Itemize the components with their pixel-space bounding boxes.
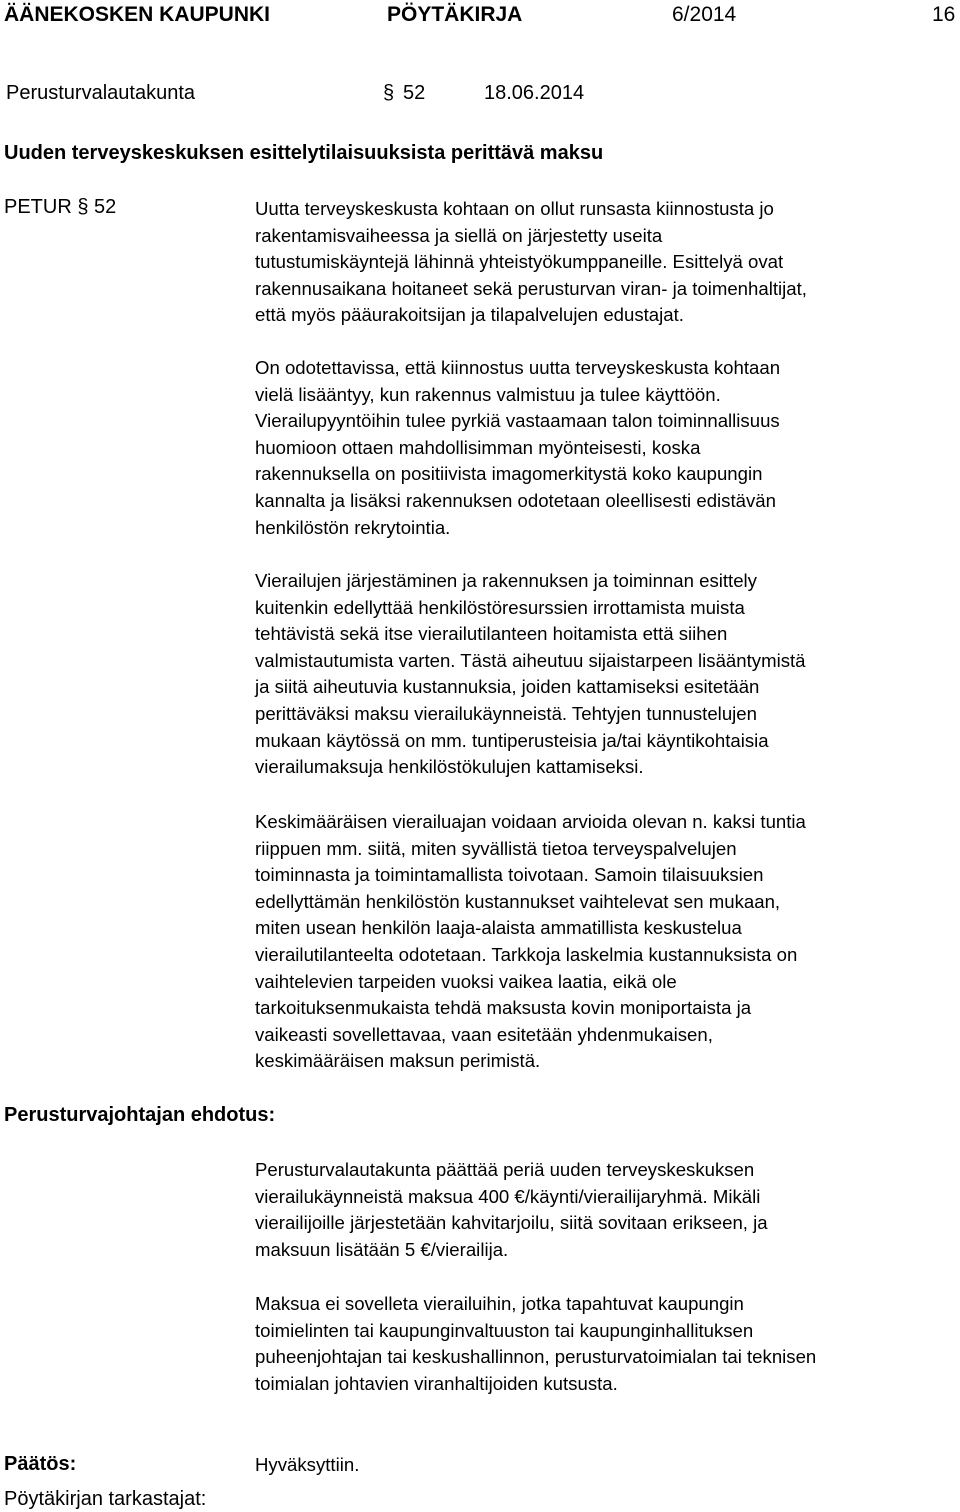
paragraph-line: tutustumiskäyntejä lähinnä yhteistyökumppaneille. Esittelyä ovat bbox=[255, 251, 784, 273]
paragraph-line: perittäväksi maksu vierailukäynneistä. Tehtyjen tunnustelujen bbox=[255, 702, 757, 724]
paragraph-line: henkilöstön rekrytointia. bbox=[255, 516, 451, 538]
paragraph-line: vaihtelevien tarpeiden vuoksi vaikea laatia, eikä ole bbox=[255, 970, 677, 992]
paragraph-line: maksuun lisätään 5 €/vierailija. bbox=[255, 1238, 509, 1260]
paragraph-line: rakentamisvaiheessa ja siellä on järjestetty useita bbox=[255, 224, 663, 246]
decision-label: Päätös: bbox=[4, 1453, 77, 1475]
paragraph-line: rakennuksella on positiivista imagomerkitystä koko kaupungin bbox=[255, 463, 763, 485]
board-name: Perusturvalautakunta bbox=[6, 82, 196, 104]
org-name: ÄÄNEKOSKEN KAUPUNKI bbox=[4, 3, 271, 26]
meeting-date: 18.06.2014 bbox=[484, 82, 585, 104]
paragraph-line: ja siitä aiheutuvia kustannuksia, joiden kattamiseksi esitetään bbox=[255, 676, 760, 698]
paragraph-4 bbox=[255, 809, 960, 1075]
paragraph-line: edellyttämän henkilöstön kustannukset vaihtelevat sen mukaan, bbox=[255, 890, 781, 912]
page-title: Uuden terveyskeskuksen esittelytilaisuuksista perittävä maksu bbox=[4, 142, 604, 164]
paragraph-3 bbox=[255, 568, 960, 781]
paragraph-line: rakennusaikana hoitaneet sekä perusturvan viran- ja toimenhaltijat, bbox=[255, 277, 807, 299]
paragraph-line: vierailumaksuja henkilöstökulujen kattamiseksi. bbox=[255, 756, 644, 778]
section-sign: § bbox=[383, 82, 395, 104]
paragraph-line: valmistautumista varten. Tästä aiheutuu sijaistarpeen lisääntymistä bbox=[255, 649, 806, 671]
paragraph-line: vierailijoille järjestetään kahvitarjoilu, siitä sovitaan erikseen, ja bbox=[255, 1212, 768, 1234]
paragraph-line: vielä lisääntyy, kun rakennus valmistuu ja tulee käyttöön. bbox=[255, 383, 721, 405]
petur-label: PETUR § 52 bbox=[4, 196, 117, 218]
paragraph-line: kuitenkin edellyttää henkilöstöresurssien irrottamista muista bbox=[255, 596, 745, 618]
paragraph-line: Vierailujen järjestäminen ja rakennuksen ja toiminnan esittely bbox=[255, 570, 757, 591]
paragraph-line: vierailukäynneistä maksua 400 €/käynti/vierailijaryhmä. Mikäli bbox=[255, 1185, 761, 1207]
paragraph-line: Perusturvalautakunta päättää periä uuden terveyskeskuksen bbox=[255, 1159, 755, 1180]
footer-label: Pöytäkirjan tarkastajat: bbox=[4, 1488, 207, 1510]
paragraph-line: toimielinten tai kaupunginvaltuuston tai kaupunginhallituksen bbox=[255, 1319, 754, 1341]
paragraph-line: Uutta terveyskeskusta kohtaan on ollut runsasta kiinnostusta jo bbox=[255, 198, 774, 219]
paragraph-line: On odotettavissa, että kiinnostus uutta terveyskeskusta kohtaan bbox=[255, 357, 781, 378]
paragraph-line: miten usean henkilön laaja-alaista ammatillista keskustelua bbox=[255, 917, 742, 939]
paragraph-line: kannalta ja lisäksi rakennuksen odotetaan oleellisesti edistävän bbox=[255, 489, 776, 511]
paragraph-line: puheenjohtajan tai keskushallinnon, perusturvatoimialan tai teknisen bbox=[255, 1346, 817, 1368]
paragraph-line: mukaan käytössä on mm. tuntiperusteisia ja/tai käyntikohtaisia bbox=[255, 729, 769, 751]
page-number: 16 bbox=[932, 3, 956, 26]
paragraph-1 bbox=[255, 196, 960, 329]
paragraph-line: Keskimääräisen vierailuajan voidaan arvioida olevan n. kaksi tuntia bbox=[255, 811, 806, 832]
section-number: 52 bbox=[403, 82, 426, 104]
paragraph-line: Hyväksyttiin. bbox=[255, 1454, 360, 1475]
paragraph-line: toiminnasta ja toimintamallista toivotaan. Samoin tilaisuuksien bbox=[255, 864, 764, 886]
decision-text bbox=[255, 1452, 960, 1479]
paragraph-line: vaikeasti sovellettavaa, vaan esitetään yhdenmukaisen, bbox=[255, 1023, 713, 1045]
proposal-paragraph-1 bbox=[255, 1157, 960, 1263]
paragraph-line: että myös pääurakoitsijan ja tilapalvelujen edustajat. bbox=[255, 304, 684, 326]
paragraph-line: keskimääräisen maksun perimistä. bbox=[255, 1050, 541, 1072]
paragraph-line: Maksua ei sovelleta vierailuihin, jotka tapahtuvat kaupungin bbox=[255, 1293, 744, 1314]
paragraph-line: tehtävistä sekä itse vierailutilanteen hoitamista että siihen bbox=[255, 623, 728, 645]
paragraph-line: huomioon ottaen mahdollisimman myönteisesti, koska bbox=[255, 436, 701, 458]
doc-number: 6/2014 bbox=[672, 3, 737, 26]
doc-type: PÖYTÄKIRJA bbox=[387, 3, 523, 26]
paragraph-line: toimialan johtavien viranhaltijoiden kutsusta. bbox=[255, 1372, 618, 1394]
paragraph-line: Vierailupyyntöihin tulee pyrkiä vastaamaan talon toiminnallisuus bbox=[255, 410, 780, 432]
paragraph-line: vierailutilanteelta odotetaan. Tarkkoja laskelmia kustannuksista on bbox=[255, 943, 798, 965]
proposal-label: Perusturvajohtajan ehdotus: bbox=[4, 1104, 276, 1126]
proposal-paragraph-2 bbox=[255, 1291, 960, 1397]
paragraph-2 bbox=[255, 355, 960, 541]
paragraph-line: tarkoituksenmukaista tehdä maksusta kovin moniportaista ja bbox=[255, 997, 752, 1019]
paragraph-line: riippuen mm. siitä, miten syvällistä tietoa terveyspalvelujen bbox=[255, 837, 737, 859]
